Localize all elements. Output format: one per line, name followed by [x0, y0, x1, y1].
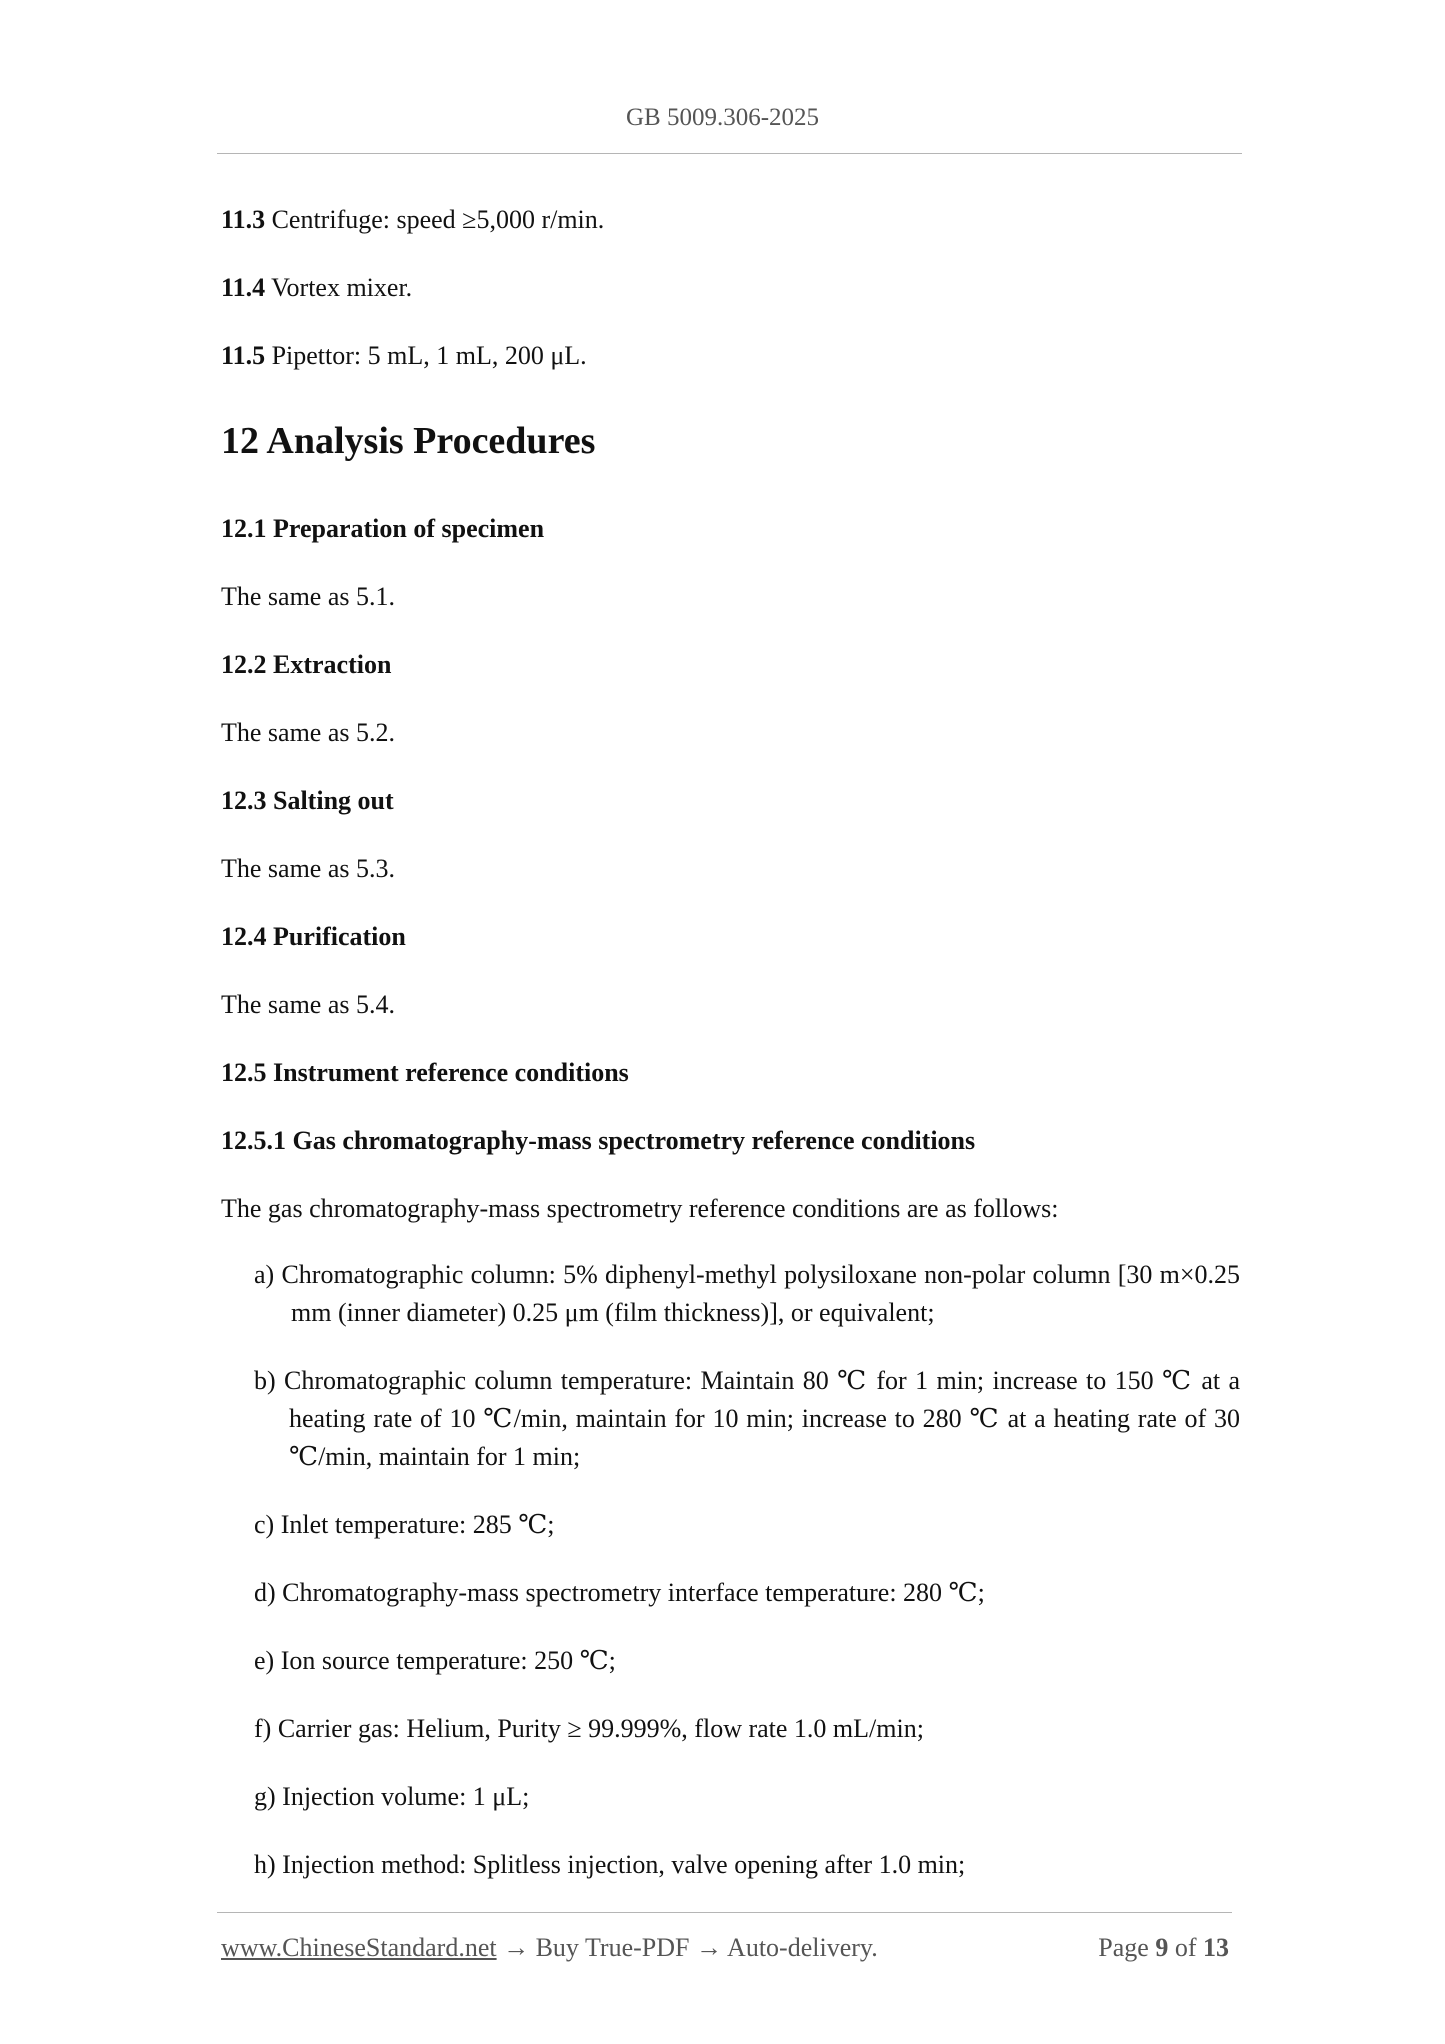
list-marker: g)	[254, 1782, 276, 1811]
list-item-text: Chromatographic column temperature: Maintain 80 ℃ for 1 min; increase to 150 ℃ at a heating rate of 10 ℃/min, maintain for 10 min; increase to 280 ℃ at a heating rate of 30 ℃/min, maintain for 1 min;	[284, 1366, 1240, 1471]
page-label: Page	[1098, 1933, 1149, 1962]
section-heading-12: 12 Analysis Procedures	[221, 420, 596, 462]
total-page-number: 13	[1203, 1933, 1229, 1962]
footer-promo	[221, 1933, 878, 1963]
list-marker: f)	[254, 1714, 272, 1743]
intro-12-5-1: The gas chromatography-mass spectrometry reference conditions are as follows:	[221, 1194, 1059, 1223]
list-item-text: Chromatography-mass spectrometry interface temperature: 280 ℃;	[282, 1578, 985, 1607]
of-label: of	[1174, 1933, 1197, 1962]
subheading-12-2: 12.2 Extraction	[221, 650, 392, 679]
condition-item-f	[254, 1710, 1240, 1748]
body-12-3: The same as 5.3.	[221, 854, 396, 883]
website-link[interactable]: www.ChineseStandard.net	[221, 1933, 497, 1962]
document-header: GB 5009.306-2025	[625, 104, 820, 131]
page-indicator	[1098, 1933, 1229, 1963]
subheading-12-5-1: 12.5.1 Gas chromatography-mass spectrometry reference conditions	[221, 1126, 976, 1155]
body-12-1: The same as 5.1.	[221, 582, 396, 611]
list-item-text: Ion source temperature: 250 ℃;	[280, 1646, 616, 1675]
clause-number: 11.5	[221, 341, 266, 370]
condition-item-e	[254, 1642, 1240, 1680]
list-marker: b)	[254, 1366, 276, 1395]
clause-text: Vortex mixer.	[271, 273, 413, 302]
body-12-2: The same as 5.2.	[221, 718, 396, 747]
promo-text: → Buy True-PDF → Auto-delivery.	[503, 1933, 878, 1962]
list-item-text: Injection method: Splitless injection, valve opening after 1.0 min;	[282, 1850, 966, 1879]
subheading-12-3: 12.3 Salting out	[221, 786, 394, 815]
list-marker: d)	[254, 1578, 276, 1607]
clause-text: Centrifuge: speed ≥5,000 r/min.	[271, 205, 605, 234]
list-item-text: Inlet temperature: 285 ℃;	[280, 1510, 555, 1539]
list-item-text: Injection volume: 1 μL;	[282, 1782, 530, 1811]
condition-item-d	[254, 1574, 1240, 1612]
subheading-12-4: 12.4 Purification	[221, 922, 406, 951]
clause-11-3	[221, 207, 604, 233]
clause-11-4	[221, 275, 412, 301]
condition-item-a	[254, 1256, 1240, 1332]
list-item-text: Carrier gas: Helium, Purity ≥ 99.999%, flow rate 1.0 mL/min;	[277, 1714, 924, 1743]
list-marker: h)	[254, 1850, 276, 1879]
list-marker: e)	[254, 1646, 275, 1675]
body-12-4: The same as 5.4.	[221, 990, 396, 1019]
subheading-12-5: 12.5 Instrument reference conditions	[221, 1058, 629, 1087]
footer-divider	[217, 1912, 1232, 1913]
header-divider	[217, 153, 1242, 154]
current-page-number: 9	[1155, 1933, 1169, 1962]
clause-11-5	[221, 343, 587, 369]
subheading-12-1: 12.1 Preparation of specimen	[221, 514, 545, 543]
condition-item-g	[254, 1778, 1240, 1816]
list-marker: c)	[254, 1510, 275, 1539]
clause-number: 11.4	[221, 273, 266, 302]
condition-item-c	[254, 1506, 1240, 1544]
list-marker: a)	[254, 1260, 275, 1289]
clause-number: 11.3	[221, 205, 266, 234]
condition-item-b	[254, 1362, 1240, 1476]
condition-item-h	[254, 1846, 1240, 1884]
list-item-text: Chromatographic column: 5% diphenyl-methyl polysiloxane non-polar column [30 m×0.25 mm (inner diameter) 0.25 μm (film thickness)], or equivalent;	[281, 1260, 1241, 1327]
clause-text: Pipettor: 5 mL, 1 mL, 200 μL.	[271, 341, 587, 370]
